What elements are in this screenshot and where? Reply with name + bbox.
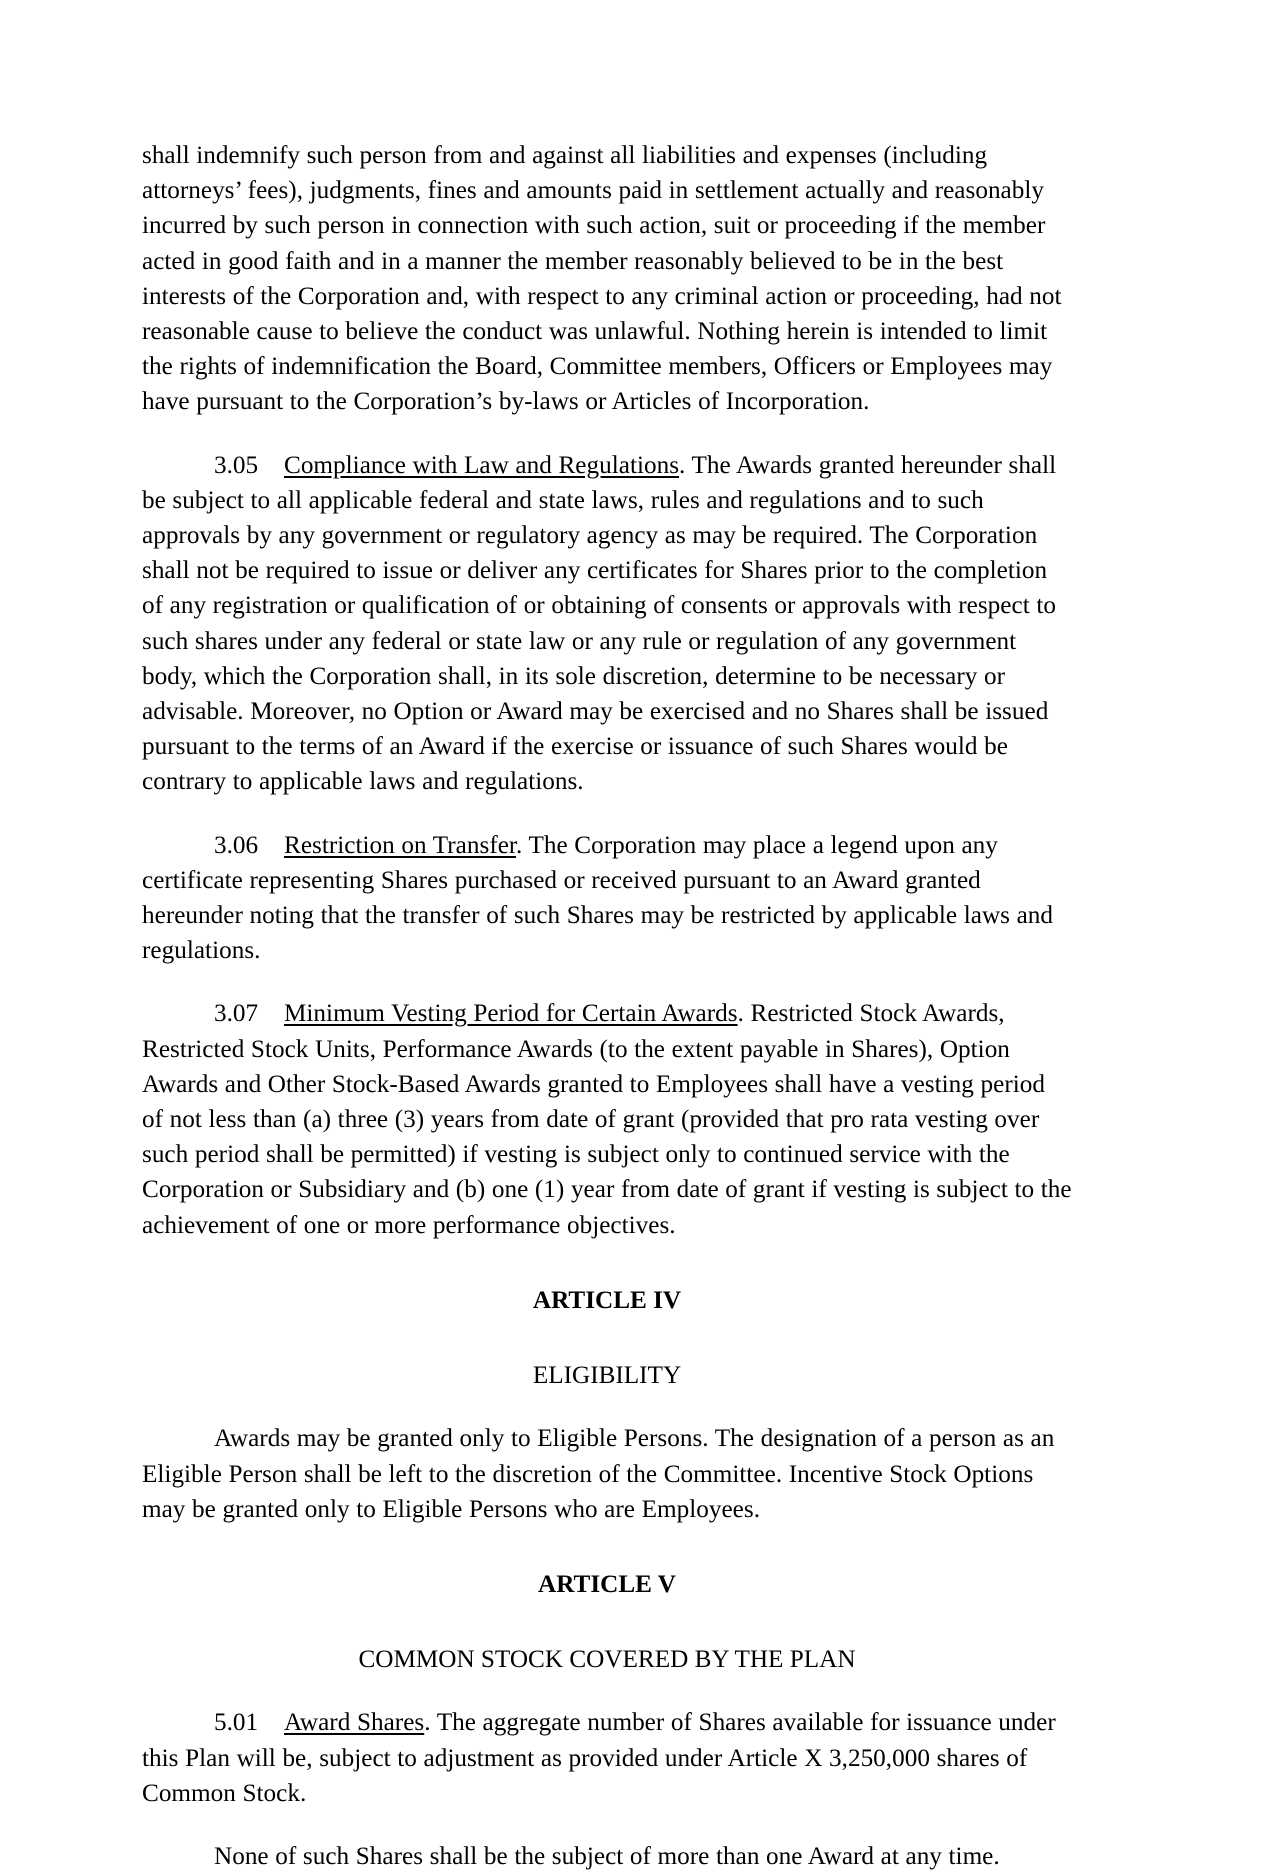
article-iv-paragraph-text: Awards may be granted only to Eligible Persons. The designation of a person as an Eligible Person shall be left to the discretion of the Committee. Incentive Stock Options may be granted only to Eligible Persons who are Employees.	[142, 1425, 1055, 1523]
section-3-05	[142, 448, 1072, 800]
section-number-3-07: 3.07	[214, 1000, 259, 1028]
section-5-01	[142, 1705, 1072, 1811]
section-number-5-01: 5.01	[214, 1709, 259, 1737]
article-iv-heading-block	[142, 1283, 1072, 1318]
section-title-3-05: Compliance with Law and Regulations	[284, 451, 680, 479]
section-title-suffix-3-06: .	[515, 831, 523, 859]
article-v-heading-block	[142, 1567, 1072, 1602]
section-body-3-07: Restricted Stock Awards, Restricted Stock Units, Performance Awards (to the extent payable in Shares), Option Awards and Other Stock-Based Awards granted to Employees shall have a vesting period of not less than (a) three (3) years from date of grant (provided that pro rata vesting over such period shall be permitted) if vesting is subject only to continued service with the Corporation or Subsidiary and (b) one (1) year from date of grant if vesting is subject to the achievement of one or more performance objectives.	[142, 1000, 1072, 1239]
article-v-heading: ARTICLE V	[538, 1570, 676, 1598]
section-title-suffix-3-07: .	[737, 1000, 744, 1028]
article-v-closing-paragraph	[142, 1839, 1072, 1874]
section-body-3-05: The Awards granted hereunder shall be subject to all applicable federal and state laws, rules and regulations and to such approvals by any government or regulatory agency as may be required. The Corporation shall not be required to issue or deliver any certificates for Shares prior to the completion of any registration or qualification of or obtaining of consents or approvals with respect to such shares under any federal or state law or any rule or regulation of any government body, which the Corporation shall, in its sole discretion, determine to be necessary or advisable. Moreover, no Option or Award may be exercised and no Shares shall be issued pursuant to the terms of an Award if the exercise or issuance of such Shares would be contrary to applicable laws and regulations.	[142, 451, 1057, 796]
page-content	[142, 138, 1072, 1874]
section-body-5-01: The aggregate number of Shares available for issuance under this Plan will be, subject to adjustment as provided under Article X 3,250,000 shares of Common Stock.	[142, 1709, 1056, 1807]
section-body-3-06: The Corporation may place a legend upon any certificate representing Shares purchased or received pursuant to an Award granted hereunder noting that the transfer of such Shares may be restricted by applicable laws and regulations.	[142, 831, 1054, 965]
article-iv-heading: ARTICLE IV	[532, 1286, 682, 1314]
article-iv-subheading: ELIGIBILITY	[532, 1362, 682, 1390]
section-title-3-07: Minimum Vesting Period for Certain Awards	[284, 1000, 738, 1028]
article-v-subheading: COMMON STOCK COVERED BY THE PLAN	[358, 1646, 856, 1674]
section-3-07	[142, 996, 1072, 1242]
article-iv-subheading-block	[142, 1358, 1072, 1393]
section-number-3-06: 3.06	[214, 831, 259, 859]
section-title-5-01: Award Shares	[284, 1709, 425, 1737]
article-iv-paragraph	[142, 1421, 1072, 1527]
section-title-suffix-5-01: .	[424, 1709, 431, 1737]
section-3-06	[142, 828, 1072, 969]
paragraph-indemnification: shall indemnify such person from and against all liabilities and expenses (including attorneys’ fees), judgments, fines and amounts paid in settlement actually and reasonably incurred by such person in connection with such action, suit or proceeding if the member acted in good faith and in a manner the member reasonably believed to be in the best interests of the Corporation and, with respect to any criminal action or proceeding, had not reasonable cause to believe the conduct was unlawful. Nothing herein is intended to limit the rights of indemnification the Board, Committee members, Officers or Employees may have pursuant to the Corporation’s by-laws or Articles of Incorporation.	[142, 142, 1062, 416]
section-number-3-05: 3.05	[214, 451, 259, 479]
section-title-suffix-3-05: .	[679, 451, 686, 479]
article-v-closing-text: None of such Shares shall be the subject of more than one Award at any time.	[214, 1842, 1000, 1870]
section-title-3-06: Restriction on Transfer	[284, 831, 516, 859]
article-v-subheading-block	[142, 1642, 1072, 1677]
